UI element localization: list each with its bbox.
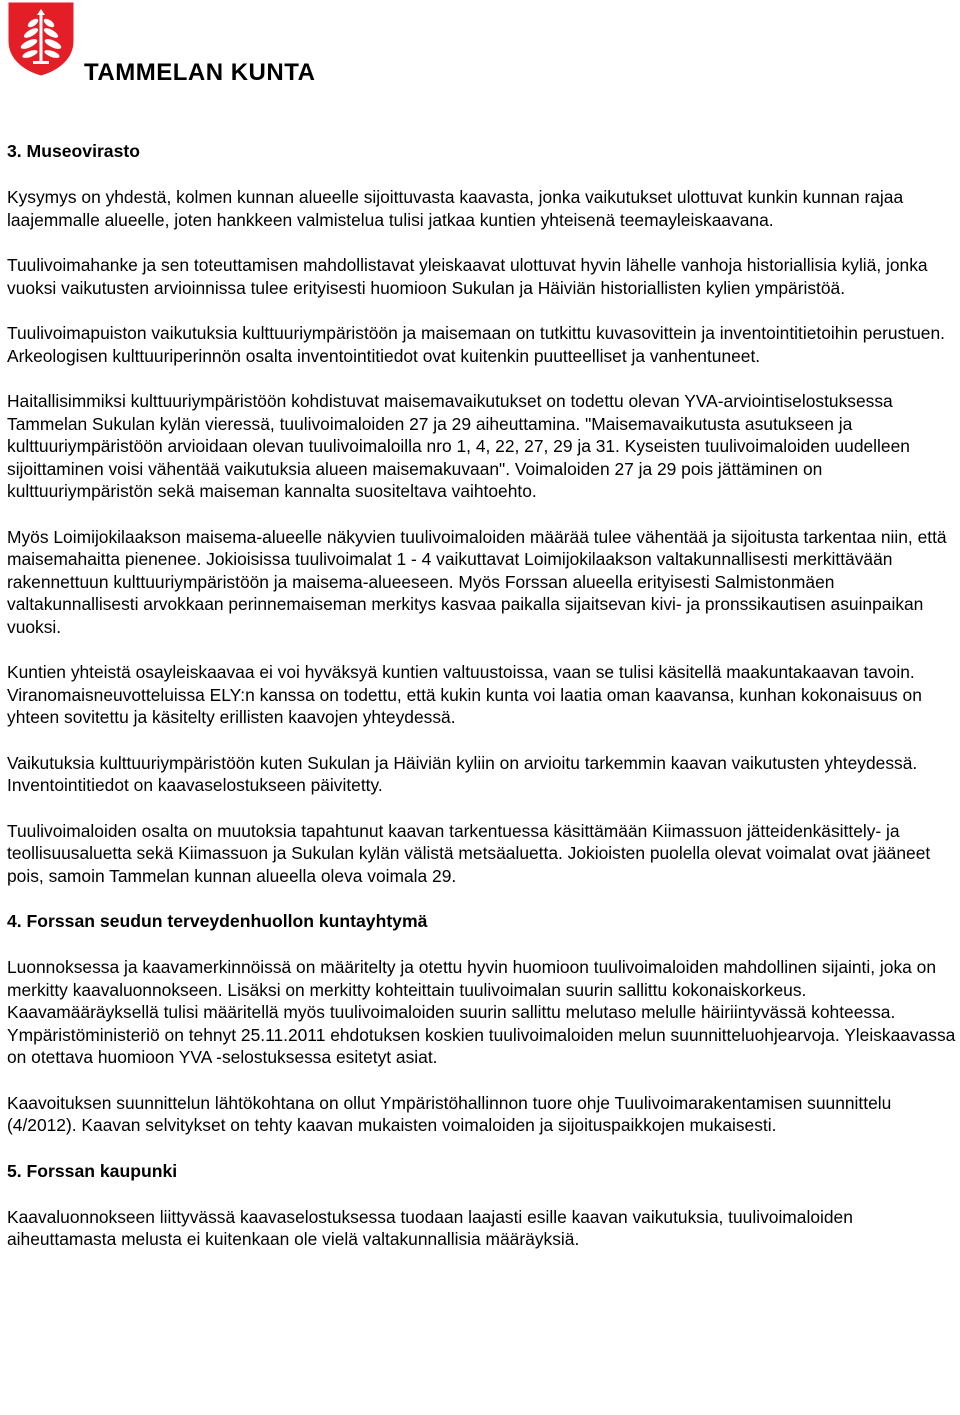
paragraph: Kaavaluonnokseen liittyvässä kaavaselostuksessa tuodaan laajasti esille kaavan vaikutuksia, tuulivoimaloiden aiheuttamasta melusta ei kuitenkaan ole vielä valtakunnallisia määräyksiä. (7, 1206, 853, 1249)
section-heading: 4. Forssan seudun terveydenhuollon kuntayhtymä (7, 911, 428, 931)
paragraph: Tuulivoimapuiston vaikutuksia kulttuuriympäristöön ja maisemaan on tutkittu kuvasovittein ja inventointitietoihin perustuen. Arkeologisen kulttuuriperinnön osalta inventointitiedot ovat kuitenkin puutteelliset ja vanhentuneet. (7, 323, 945, 366)
section-heading: 3. Museovirasto (7, 141, 140, 161)
paragraph: Myös Loimijokilaakson maisema-alueelle näkyvien tuulivoimaloiden määrää tulee vähentää ja sijoitusta tarkentaa niin, että maisemahaitta pienenee. Jokioisissa tuulivoimalat 1 - 4 vaikuttavat Loimijokilaakson valtakunnallisesti merkittävään rakennettuun kulttuuriympäristöön ja maisema-alueeseen. Myös Forssan alueella erityisesti Salmistonmäen valtakunnallisesti arvokkaan perinnemaiseman merkitys kasvaa paikalla sijaitsevan kivi- ja pronssikautisen asuinpaikan vuoksi. (7, 526, 947, 637)
municipal-crest-icon (7, 1, 75, 77)
document-body (7, 140, 957, 1251)
paragraph: Kuntien yhteistä osayleiskaavaa ei voi hyväksyä kuntien valtuustoissa, vaan se tulisi käsitellä maakuntakaavan tavoin. Viranomaisneuvotteluissa ELY:n kanssa on todettu, että kukin kunta voi laatia oman kaavansa, kunhan kokonaisuus on yhteen sovitettu ja käsitelty erillisten kaavojen yhteydessä. (7, 662, 922, 727)
paragraph: Kysymys on yhdestä, kolmen kunnan alueelle sijoittuvasta kaavasta, jonka vaikutukset ulottuvat kunkin kunnan rajaa laajemmalle alueelle, joten hankkeen valmistelua tulisi jatkaa kuntien yhteisenä teemayleiskaavana. (7, 187, 904, 230)
paragraph: Luonnoksessa ja kaavamerkinnöissä on määritelty ja otettu hyvin huomioon tuulivoimaloiden mahdollinen sijainti, joka on merkitty kaavaluonnokseen. Lisäksi on merkitty kohteittain tuulivoimalan suurin sallittu kokonaiskorkeus. Kaavamääräyksellä tulisi määritellä myös tuulivoimaloiden suurin sallittu melutaso melulle häiriintyvässä kohteessa. Ympäristöministeriö on tehnyt 25.11.2011 ehdotuksen koskien tuulivoimaloiden melun suunnitteluohjearvoja. Yleiskaavassa on otettava huomioon YVA -selostuksessa esitetyt asiat. (7, 957, 956, 1067)
paragraph: Tuulivoimahanke ja sen toteuttamisen mahdollistavat yleiskaavat ulottuvat hyvin lähelle vanhoja historiallisia kyliä, jonka vuoksi vaikutusten arvioinnissa tulee erityisesti huomioon Sukulan ja Häiviän historiallisten kylien ympäristöä. (7, 255, 928, 298)
section-museovirasto (7, 140, 957, 887)
section-forssan-seudun-terveydenhuollon-kuntayhtyma (7, 910, 957, 1137)
document-header (0, 0, 960, 100)
paragraph: Haitallisimmiksi kulttuuriympäristöön kohdistuvat maisemavaikutukset on todettu olevan YVA-arviointiselostuksessa Tammelan Sukulan kylän vieressä, tuulivoimaloiden 27 ja 29 aiheuttamina. "Maisemavaikutusta asutukseen ja kulttuuriympäristöön arvioidaan olevan tuulivoimaloilla nro 1, 4, 22, 27, 29 ja 31. Kyseisten tuulivoimaloiden uudelleen sijoittaminen voisi vähentää vaikutuksia alueen maisemakuvaan". Voimaloiden 27 ja 29 pois jättäminen on kulttuuriympäristön sekä maiseman kannalta suositeltava vaihtoehto. (7, 391, 910, 501)
organization-name: TAMMELAN KUNTA (84, 59, 316, 86)
section-heading: 5. Forssan kaupunki (7, 1160, 178, 1181)
paragraph: Tuulivoimaloiden osalta on muutoksia tapahtunut kaavan tarkentuessa käsittämään Kiimassuon jätteidenkäsittely- ja teollisuusaluetta sekä Kiimassuon ja Sukulan kylän välistä metsäaluetta. Jokioisten puolella olevat voimalat ovat jääneet pois, samoin Tammelan kunnan alueella oleva voimala 29. (7, 820, 931, 886)
paragraph: Kaavoituksen suunnittelun lähtökohtana on ollut Ympäristöhallinnon tuore ohje Tuulivoimarakentamisen suunnittelu (4/2012). Kaavan selvitykset on tehty kaavan mukaisten voimaloiden ja sijoituspaikkojen mukaisesti. (7, 1092, 892, 1135)
section-forssan-kaupunki (7, 1160, 957, 1251)
paragraph: Vaikutuksia kulttuuriympäristöön kuten Sukulan ja Häiviän kyliin on arvioitu tarkemmin kaavan vaikutusten yhteydessä. Inventointitiedot on kaavaselostukseen päivitetty. (7, 752, 918, 795)
